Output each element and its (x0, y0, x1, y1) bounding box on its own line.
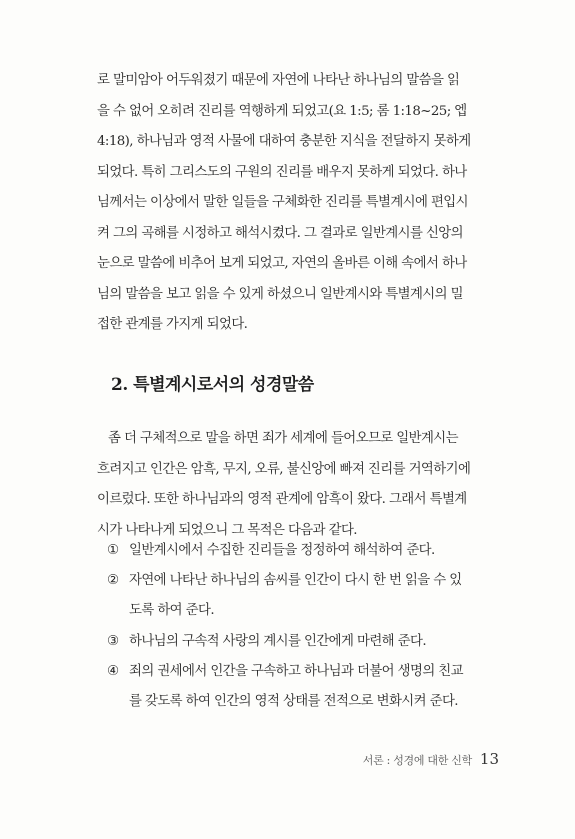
text-line: 접한 관계를 가지게 되었다. (97, 317, 248, 332)
list-item-text: 도록 하여 준다. (129, 603, 214, 619)
text-line: 님께서는 이상에서 말한 일들을 구체화한 진리를 특별계시에 편입시 (97, 195, 468, 210)
list-item (107, 657, 507, 717)
section-heading: 2. 특별계시로서의 성경말씀 (111, 375, 314, 395)
text-line: 눈으로 말씀에 비추어 보게 되었고, 자연의 올바른 이해 속에서 하나 (97, 256, 467, 271)
list-marker: ② (107, 573, 119, 589)
text-line: 되었다. 특히 그리스도의 구원의 진리를 배우지 못하게 되었다. 하나 (97, 164, 467, 180)
list-item (107, 566, 507, 626)
purpose-list (107, 536, 507, 717)
text-line: 시가 나타나게 되었으니 그 목적은 다음과 같다. (97, 522, 357, 538)
text-line: 님의 말씀을 보고 읽을 수 있게 하셨으니 일반계시와 특별계시의 밀 (97, 286, 463, 302)
page-number: 13 (479, 750, 499, 768)
text-line: 4:18), 하나님과 영적 사물에 대하여 충분한 지식을 전달하지 못하게 (97, 134, 471, 149)
list-item (107, 627, 507, 657)
list-item-text: 하나님의 구속적 사랑의 계시를 인간에게 마련해 준다. (129, 633, 426, 649)
paragraph-intro (97, 424, 501, 546)
list-marker: ④ (107, 663, 119, 679)
list-item-text: 일반계시에서 수집한 진리들을 정정하여 해석하여 준다. (129, 543, 435, 558)
text-line: 로 말미암아 어두워졌기 때문에 자연에 나타난 하나님의 말씀을 읽 (97, 73, 460, 88)
paragraph-continued (97, 66, 501, 341)
list-item-text: 자연에 나타난 하나님의 솜씨를 인간이 다시 한 번 읽을 수 있 (129, 573, 462, 589)
text-line: 이르렀다. 또한 하나님과의 영적 관계에 암흑이 왔다. 그래서 특별계 (97, 492, 467, 507)
list-item-text: 를 갖도록 하여 인간의 영적 상태를 전적으로 변화시켜 준다. (129, 694, 458, 710)
text-line: 좀 더 구체적으로 말을 하면 죄가 세계에 들어오므로 일반계시는 (108, 431, 458, 446)
text-line: 을 수 없어 오히려 진리를 역행하게 되었고(요 1:5; 롬 1:18~25; 엡 (97, 103, 467, 119)
page-footer (363, 750, 499, 768)
running-title: 서론 : 성경에 대한 신학 (362, 754, 472, 767)
text-line: 켜 그의 곡해를 시정하고 해석시켰다. 그 결과로 일반계시를 신앙의 (97, 225, 463, 241)
text-line: 흐려지고 인간은 암흑, 무지, 오류, 불신앙에 빠져 진리를 거역하기에 (97, 461, 471, 477)
list-marker: ① (107, 543, 119, 558)
list-item (107, 536, 507, 566)
list-marker: ③ (107, 633, 119, 649)
list-item-text: 죄의 권세에서 인간을 구속하고 하나님과 더불어 생명의 친교 (129, 663, 463, 679)
